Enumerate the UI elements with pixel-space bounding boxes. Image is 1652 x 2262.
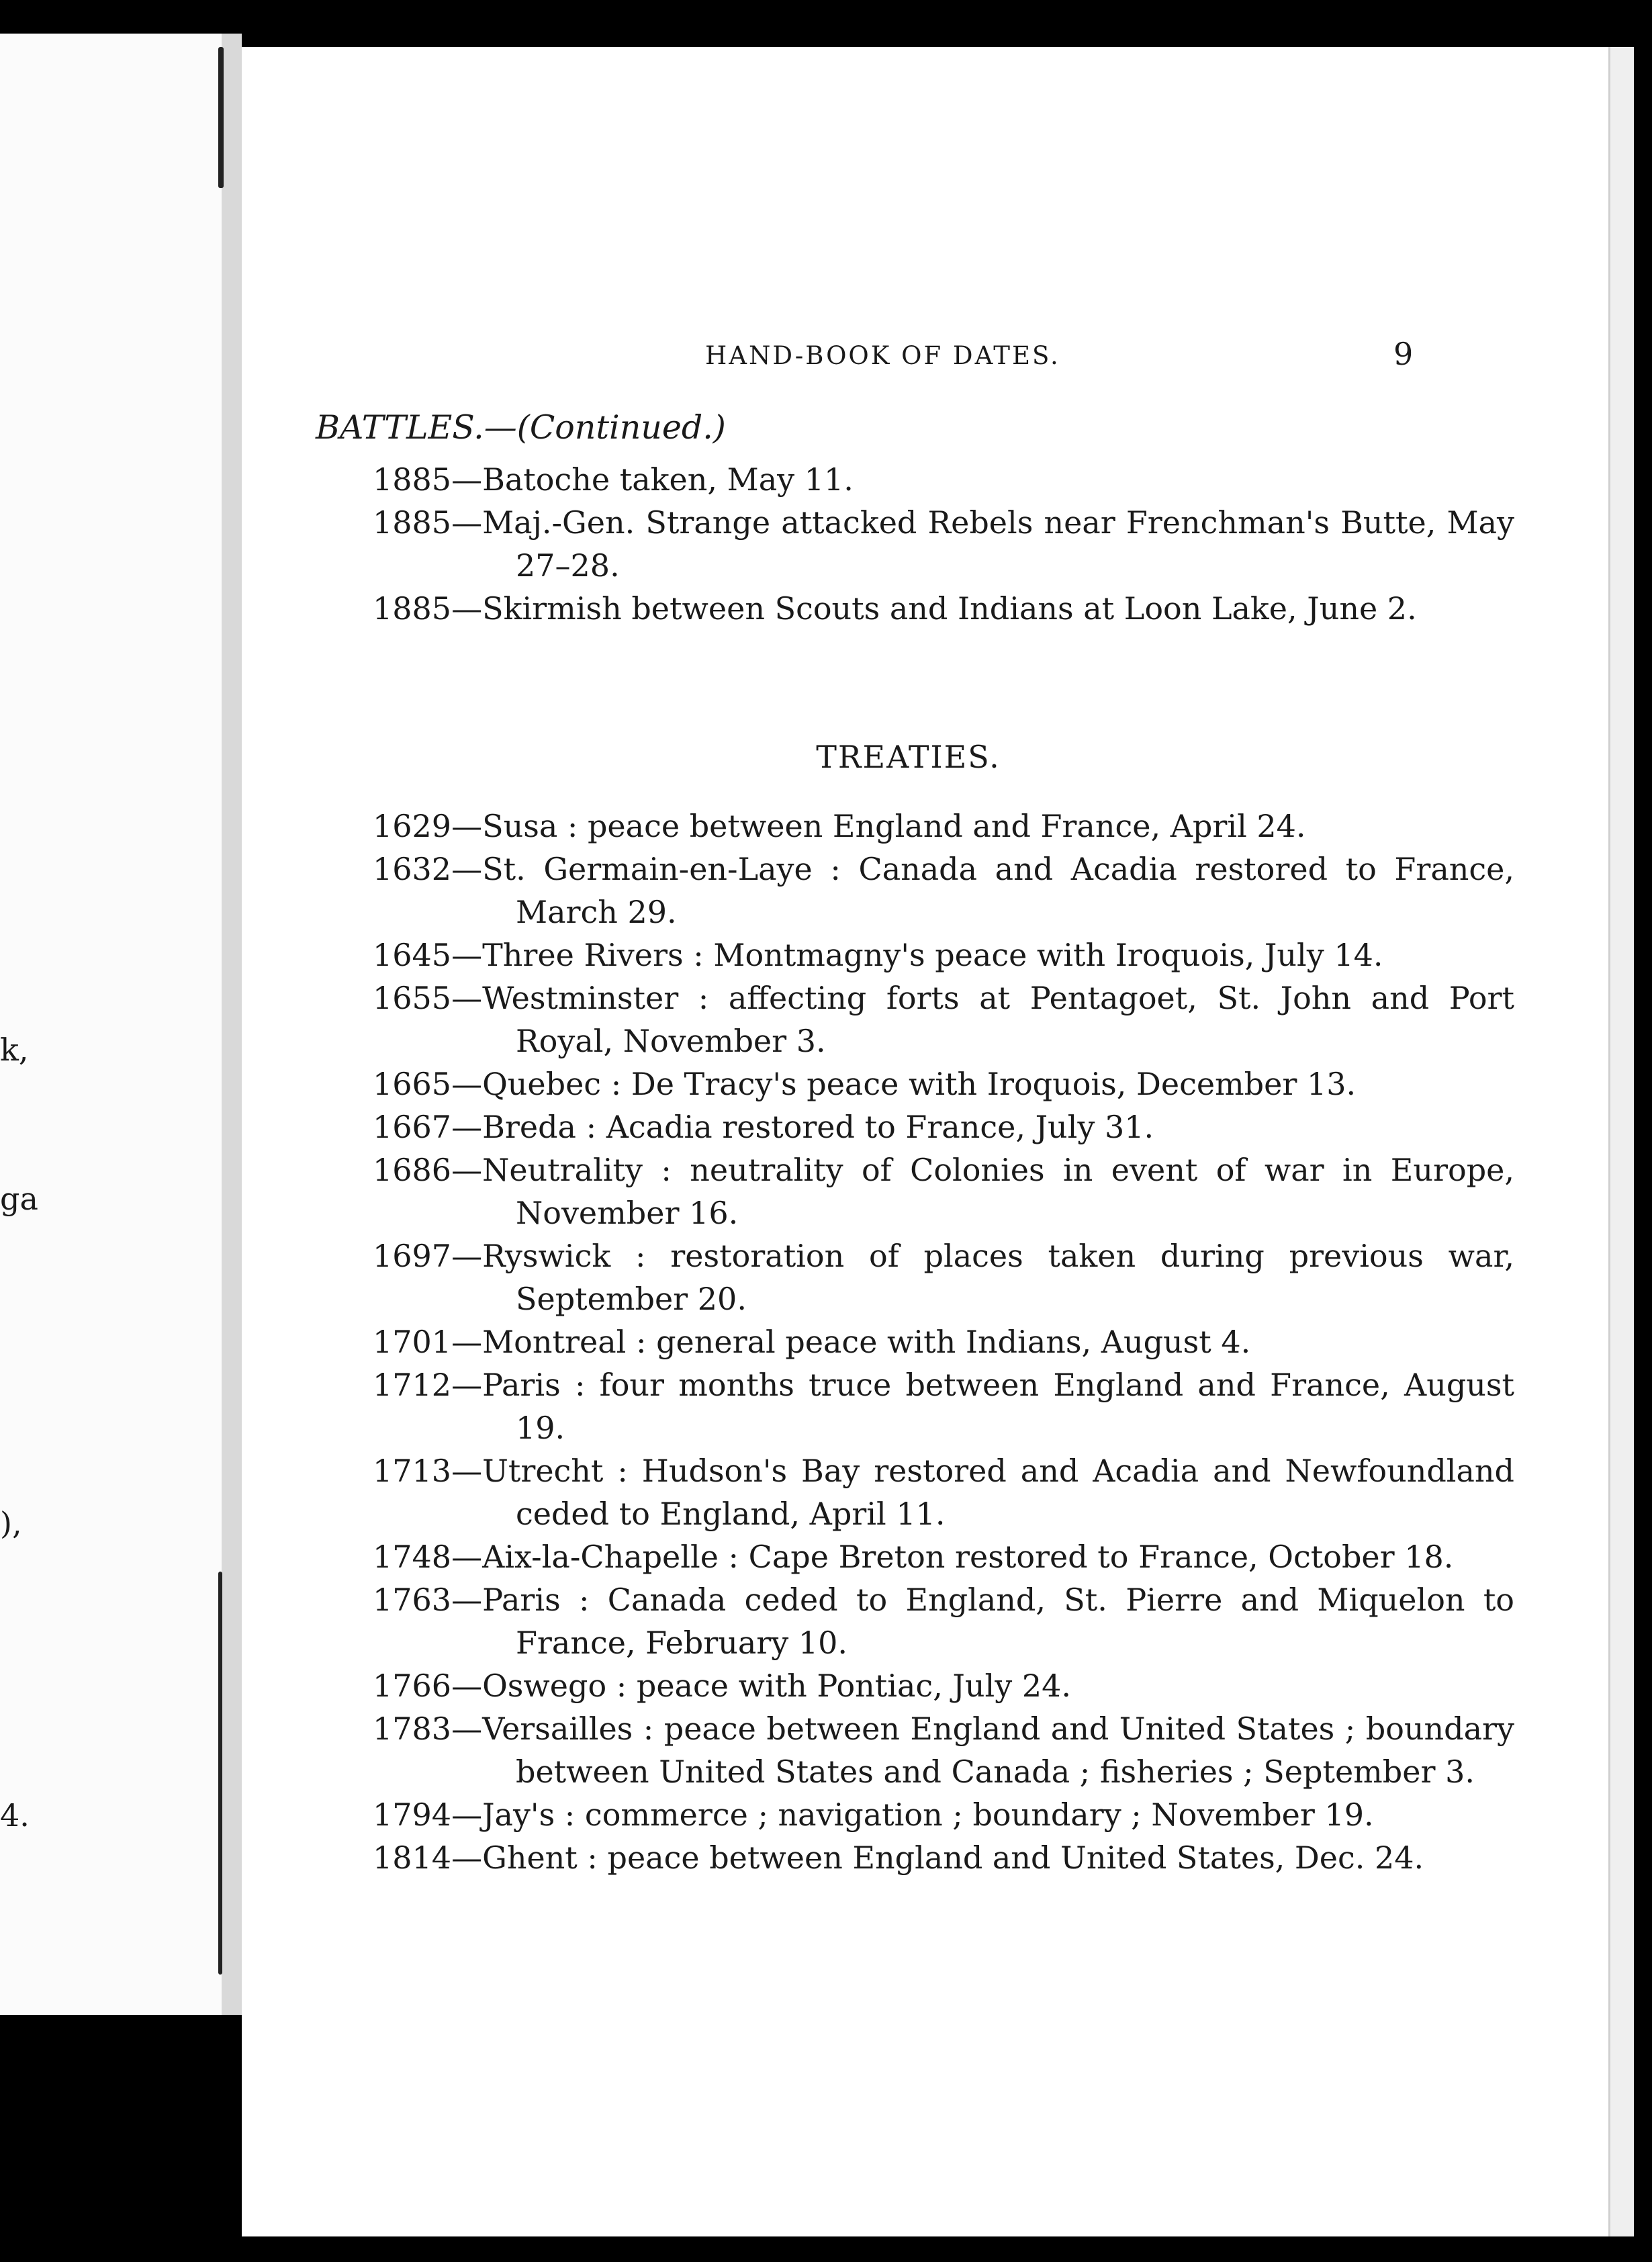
entry-year: 1712 bbox=[373, 1367, 452, 1403]
entry-year: 1665 bbox=[373, 1066, 452, 1102]
list-item: 1814—Ghent : peace between England and United States, Dec. 24. bbox=[373, 1840, 1424, 1876]
spine-shadow bbox=[218, 1572, 222, 1975]
entry-year: 1885 bbox=[373, 461, 452, 498]
entry-year: 1632 bbox=[373, 851, 452, 887]
entry-text: Susa : peace between England and France, April 24. bbox=[482, 808, 1306, 844]
entry-year: 1645 bbox=[373, 937, 452, 973]
entry-text: Batoche taken, May 11. bbox=[482, 461, 854, 498]
entry-text: Quebec : De Tracy's peace with Iroquois, December 13. bbox=[482, 1066, 1357, 1102]
spine-shadow bbox=[218, 47, 224, 188]
list-item: 1885—Maj.-Gen. Strange attacked Rebels near Frenchman's Butte, May 27–28. bbox=[373, 504, 1514, 584]
entry-text: Paris : Canada ceded to England, St. Pierre and Miquelon to France, February 10. bbox=[482, 1582, 1514, 1661]
entry-year: 1713 bbox=[373, 1453, 452, 1489]
list-item: 1783—Versailles : peace between England and United States ; boundary between United States and Canada ; fisheries ; September 3. bbox=[373, 1711, 1514, 1790]
battles-list bbox=[373, 458, 1514, 630]
entry-year: 1885 bbox=[373, 590, 452, 627]
list-item: 1766—Oswego : peace with Pontiac, July 24. bbox=[373, 1668, 1071, 1704]
entry-text: Skirmish between Scouts and Indians at Loon Lake, June 2. bbox=[482, 590, 1417, 627]
list-item: 1632—St. Germain-en-Laye : Canada and Acadia restored to France, March 29. bbox=[373, 851, 1514, 930]
entry-text: Montreal : general peace with Indians, August 4. bbox=[482, 1324, 1251, 1360]
entry-year: 1667 bbox=[373, 1109, 452, 1145]
list-item: 1665—Quebec : De Tracy's peace with Iroquois, December 13. bbox=[373, 1066, 1357, 1102]
facing-page-text-fragment: 4. bbox=[0, 1797, 30, 1834]
entry-year: 1766 bbox=[373, 1668, 452, 1704]
battles-heading-continued: —(Continued.) bbox=[484, 408, 726, 447]
entry-text: Westminster : affecting forts at Pentagoet, St. John and Port Royal, November 3. bbox=[482, 980, 1514, 1059]
facing-page-text-fragment: ), bbox=[0, 1505, 22, 1541]
entry-text: Maj.-Gen. Strange attacked Rebels near Frenchman's Butte, May 27–28. bbox=[482, 504, 1514, 584]
facing-page-text-fragment: k, bbox=[0, 1032, 29, 1068]
book-page bbox=[242, 47, 1632, 2236]
battles-heading bbox=[316, 408, 726, 447]
entry-year: 1697 bbox=[373, 1238, 452, 1274]
entry-year: 1655 bbox=[373, 980, 452, 1016]
list-item: 1748—Aix-la-Chapelle : Cape Breton restored to France, October 18. bbox=[373, 1539, 1454, 1575]
entry-year: 1814 bbox=[373, 1840, 452, 1876]
entry-text: Versailles : peace between England and United States ; boundary between United States and Canada ; fisheries ; September 3. bbox=[482, 1711, 1514, 1790]
entry-text: Breda : Acadia restored to France, July 31. bbox=[482, 1109, 1154, 1145]
running-title: HAND-BOOK OF DATES. bbox=[705, 341, 1060, 370]
entry-text: Oswego : peace with Pontiac, July 24. bbox=[482, 1668, 1071, 1704]
entry-year: 1686 bbox=[373, 1152, 452, 1188]
list-item: 1686—Neutrality : neutrality of Colonies in event of war in Europe, November 16. bbox=[373, 1152, 1514, 1231]
entry-text: Three Rivers : Montmagny's peace with Iroquois, July 14. bbox=[482, 937, 1383, 973]
list-item: 1712—Paris : four months truce between England and France, August 19. bbox=[373, 1367, 1514, 1446]
entry-year: 1748 bbox=[373, 1539, 452, 1575]
list-item: 1763—Paris : Canada ceded to England, St. Pierre and Miquelon to France, February 10. bbox=[373, 1582, 1514, 1661]
entry-text: Jay's : commerce ; navigation ; boundary ; November 19. bbox=[482, 1797, 1374, 1833]
list-item: 1713—Utrecht : Hudson's Bay restored and Acadia and Newfoundland ceded to England, April 11. bbox=[373, 1453, 1514, 1532]
entry-year: 1629 bbox=[373, 808, 452, 844]
entry-text: Aix-la-Chapelle : Cape Breton restored to France, October 18. bbox=[482, 1539, 1454, 1575]
entry-text: St. Germain-en-Laye : Canada and Acadia restored to France, March 29. bbox=[482, 851, 1514, 930]
entry-year: 1701 bbox=[373, 1324, 452, 1360]
page-number: 9 bbox=[1393, 336, 1414, 372]
entry-text: Ghent : peace between England and United States, Dec. 24. bbox=[482, 1840, 1424, 1876]
list-item: 1885—Batoche taken, May 11. bbox=[373, 461, 854, 498]
entry-year: 1794 bbox=[373, 1797, 452, 1833]
treaties-list bbox=[373, 805, 1514, 1879]
list-item: 1655—Westminster : affecting forts at Pentagoet, St. John and Port Royal, November 3. bbox=[373, 980, 1514, 1059]
entry-text: Ryswick : restoration of places taken during previous war, September 20. bbox=[482, 1238, 1514, 1317]
page-edge bbox=[1608, 47, 1634, 2236]
entry-text: Neutrality : neutrality of Colonies in event of war in Europe, November 16. bbox=[482, 1152, 1514, 1231]
entry-text: Utrecht : Hudson's Bay restored and Acadia and Newfoundland ceded to England, April 11. bbox=[482, 1453, 1514, 1532]
book-gutter bbox=[222, 34, 242, 2015]
list-item: 1885—Skirmish between Scouts and Indians at Loon Lake, June 2. bbox=[373, 590, 1417, 627]
list-item: 1645—Three Rivers : Montmagny's peace with Iroquois, July 14. bbox=[373, 937, 1383, 973]
entry-year: 1783 bbox=[373, 1711, 452, 1747]
facing-page-text-fragment: ga bbox=[0, 1181, 38, 1217]
running-head bbox=[242, 336, 1632, 376]
battles-heading-title: BATTLES. bbox=[316, 408, 484, 447]
list-item: 1667—Breda : Acadia restored to France, July 31. bbox=[373, 1109, 1154, 1145]
list-item: 1701—Montreal : general peace with Indians, August 4. bbox=[373, 1324, 1251, 1360]
treaties-heading: TREATIES. bbox=[816, 739, 1001, 775]
list-item: 1629—Susa : peace between England and France, April 24. bbox=[373, 808, 1306, 844]
list-item: 1697—Ryswick : restoration of places taken during previous war, September 20. bbox=[373, 1238, 1514, 1317]
list-item: 1794—Jay's : commerce ; navigation ; boundary ; November 19. bbox=[373, 1797, 1374, 1833]
entry-year: 1885 bbox=[373, 504, 452, 541]
facing-page-fragment bbox=[0, 34, 222, 2015]
entry-text: Paris : four months truce between England and France, August 19. bbox=[482, 1367, 1514, 1446]
entry-year: 1763 bbox=[373, 1582, 452, 1618]
